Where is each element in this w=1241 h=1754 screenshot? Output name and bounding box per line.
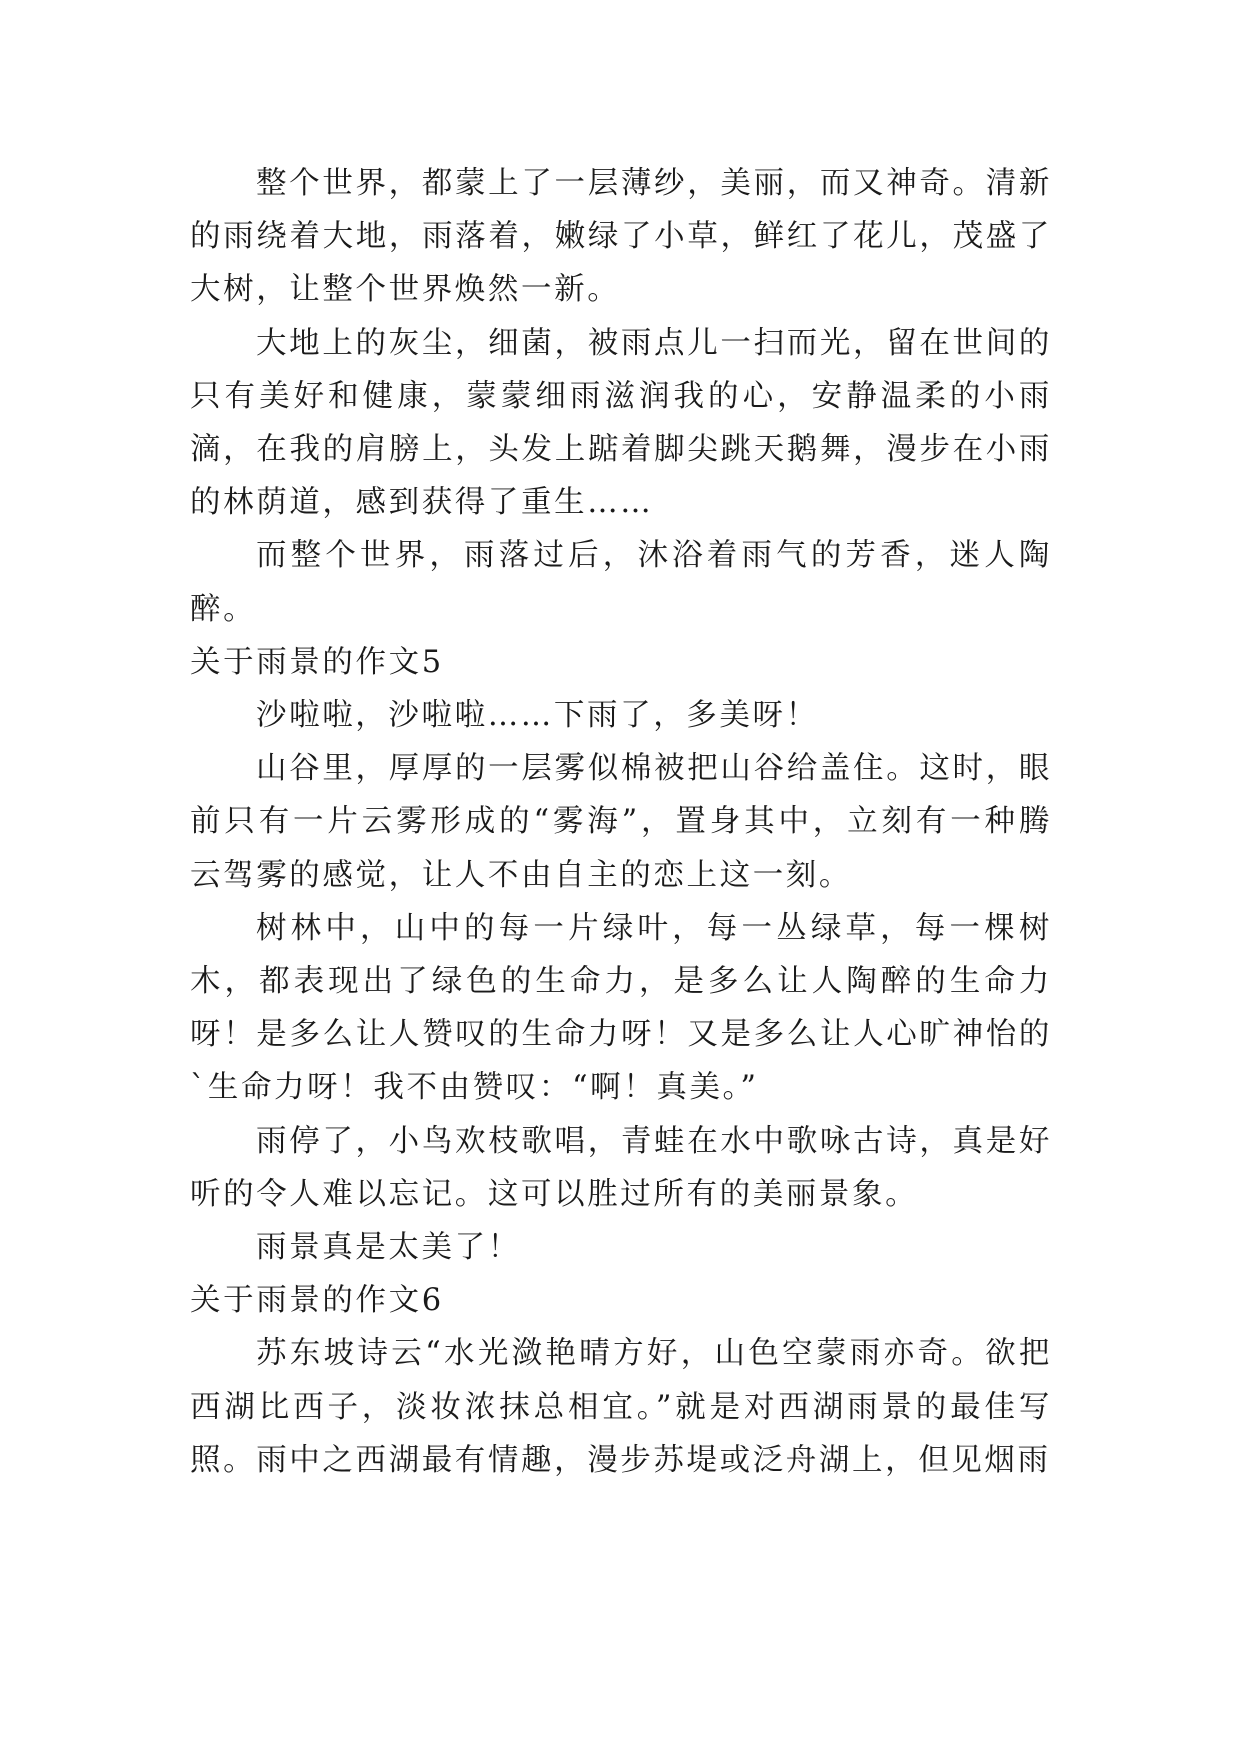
section-heading: 关于雨景的作文6 bbox=[190, 1283, 444, 1319]
paragraph: 雨停了，小鸟欢枝歌唱，青蛙在水中歌咏古诗，真是好听的令人难以忘记。这可以胜过所有的美丽景象。 bbox=[190, 1123, 1052, 1212]
paragraph: 苏东坡诗云“水光潋艳晴方好，山色空蒙雨亦奇。欲把西湖比西子，淡妆浓抹总相宜。”就是对西湖雨景的最佳写照。雨中之西湖最有情趣，漫步苏堤或泛舟湖上，但见烟雨 bbox=[190, 1336, 1052, 1478]
paragraph: 整个世界，都蒙上了一层薄纱，美丽，而又神奇。清新的雨绕着大地，雨落着，嫩绿了小草，鲜红了花儿，茂盛了大树，让整个世界焕然一新。 bbox=[190, 166, 1052, 308]
paragraph: 沙啦啦，沙啦啦……下雨了，多美呀！ bbox=[256, 698, 819, 734]
paragraph: 山谷里，厚厚的一层雾似棉被把山谷给盖住。这时，眼前只有一片云雾形成的“雾海”，置身其中，立刻有一种腾云驾雾的感觉，让人不由自主的恋上这一刻。 bbox=[190, 751, 1052, 893]
paragraph: 大地上的灰尘，细菌，被雨点儿一扫而光，留在世间的只有美好和健康，蒙蒙细雨滋润我的心，安静温柔的小雨滴，在我的肩膀上，头发上踮着脚尖跳天鹅舞，漫步在小雨的林荫道，感到获得了重生…… bbox=[190, 325, 1052, 521]
paragraph: 雨景真是太美了！ bbox=[256, 1230, 521, 1266]
section-heading: 关于雨景的作文5 bbox=[190, 644, 444, 680]
document-body bbox=[190, 157, 1052, 1487]
paragraph: 而整个世界，雨落过后，沐浴着雨气的芳香，迷人陶醉。 bbox=[190, 538, 1052, 627]
paragraph: 树林中，山中的每一片绿叶，每一丛绿草，每一棵树木，都表现出了绿色的生命力，是多么让人陶醉的生命力呀！是多么让人赞叹的生命力呀！又是多么让人心旷神怡的`生命力呀！我不由赞叹：“啊！真美。” bbox=[190, 910, 1052, 1106]
